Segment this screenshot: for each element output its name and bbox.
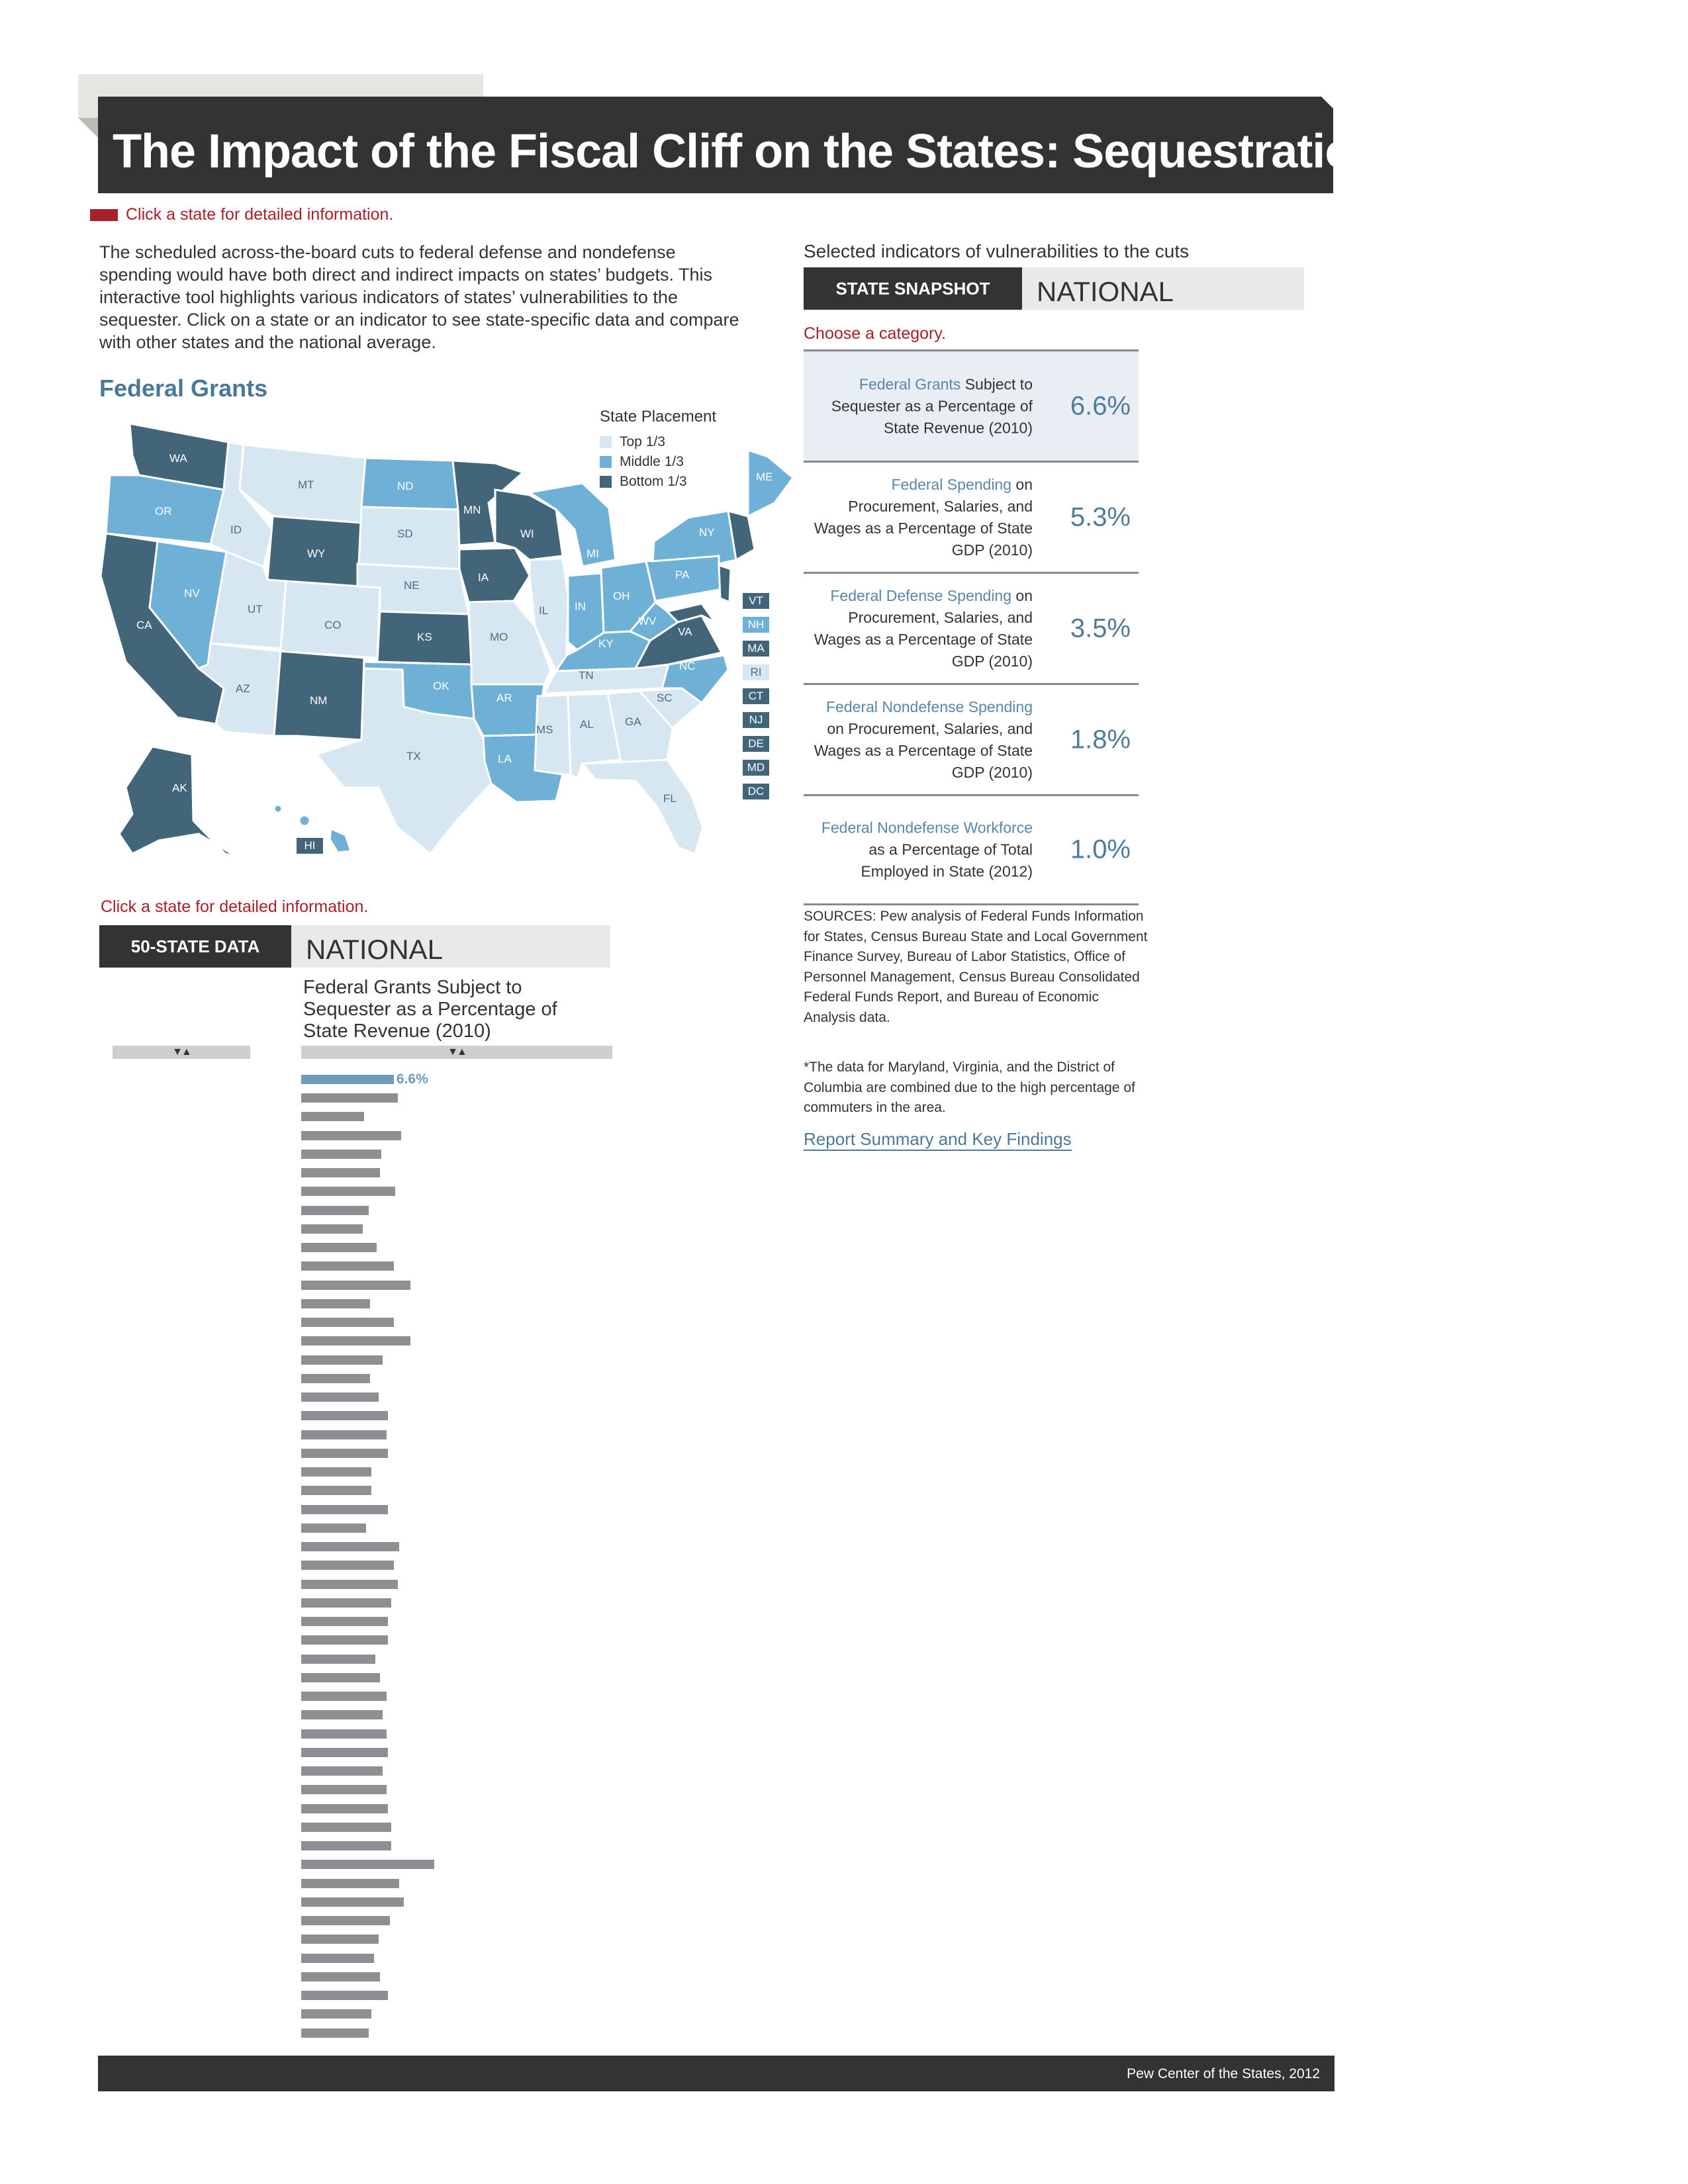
state-label: MS	[536, 723, 553, 736]
state-label: OR	[155, 505, 172, 518]
state-label: MT	[298, 478, 314, 491]
hint-text: Click a state for detailed information.	[101, 897, 369, 916]
state-hi-island[interactable]	[274, 805, 282, 813]
state-bar[interactable]	[301, 1617, 388, 1626]
snapshot-header	[804, 267, 1304, 310]
footnote-text: *The data for Maryland, Virginia, and the District of Columbia are combined due to the high percentage of commuters in the area.	[804, 1060, 1135, 1115]
state-hi-island[interactable]	[299, 815, 310, 826]
state-label: WY	[307, 547, 326, 560]
state-label: VA	[678, 625, 692, 638]
indicator-label: Federal Grants Subject to Sequester as a Percentage of State Revenue (2010)	[831, 375, 1033, 436]
indicator-federal-nondefense-workforce[interactable]	[804, 794, 1139, 905]
state-label: IA	[478, 571, 489, 584]
state-bar[interactable]	[301, 1692, 387, 1701]
state-bar[interactable]	[301, 1187, 395, 1196]
state-bar[interactable]	[301, 1841, 391, 1850]
state-label: AR	[496, 692, 512, 704]
fifty-state-subtitle: Federal Grants Subject to Sequester as a Percentage of State Revenue (2010)	[303, 977, 557, 1042]
state-bar[interactable]	[301, 1112, 364, 1121]
state-ak[interactable]	[119, 747, 252, 860]
sort-by-state-button[interactable]: ▼▲	[113, 1046, 250, 1059]
state-box-vt[interactable]: VT	[743, 593, 769, 609]
state-bar[interactable]	[301, 1561, 394, 1570]
state-bar[interactable]	[301, 1598, 391, 1608]
state-hi[interactable]	[330, 829, 351, 852]
state-bar[interactable]	[301, 1093, 398, 1103]
state-box-ma[interactable]: MA	[743, 641, 769, 657]
state-label: GA	[625, 715, 641, 728]
state-bar[interactable]	[301, 1168, 380, 1177]
state-bar[interactable]	[301, 1505, 388, 1514]
state-bar[interactable]	[301, 1355, 383, 1365]
page-title: The Impact of the Fiscal Cliff on the States: Sequestration	[113, 125, 1382, 178]
indicator-list	[804, 349, 1139, 905]
indicator-label: Federal Nondefense Spending on Procurement, Salaries, and Wages as a Percentage of State GDP (2010)	[814, 698, 1033, 781]
state-label: AL	[580, 718, 594, 731]
state-label: ID	[230, 523, 242, 536]
state-bar[interactable]	[301, 1411, 388, 1420]
fifty-state-scope	[291, 925, 610, 968]
indicator-value: 5.3%	[1070, 502, 1131, 531]
state-bar[interactable]	[301, 1261, 394, 1271]
national-average-value: 6.6%	[396, 1071, 428, 1087]
state-bar[interactable]	[301, 1748, 388, 1757]
title-bar-corner	[1321, 97, 1335, 110]
legend-title: State Placement	[600, 408, 717, 426]
state-bar[interactable]	[301, 1318, 394, 1327]
state-label: NY	[699, 526, 715, 539]
state-label: NM	[310, 694, 328, 707]
state-bar[interactable]	[301, 1916, 390, 1925]
state-box-hi[interactable]: HI	[297, 838, 323, 854]
scope-label: NATIONAL	[1037, 276, 1174, 307]
state-bar[interactable]	[301, 1150, 381, 1159]
hint-text: Click a state for detailed information.	[126, 205, 394, 224]
fifty-state-tab[interactable]: 50-STATE DATA	[99, 925, 291, 968]
kicker-fold	[78, 118, 99, 139]
state-label: MI	[586, 547, 599, 560]
state-bar[interactable]	[301, 1542, 399, 1551]
state-label: KS	[417, 631, 432, 643]
state-bar[interactable]	[301, 1673, 380, 1682]
state-label: KY	[598, 637, 614, 650]
legend-label: Bottom 1/3	[620, 474, 687, 489]
indicator-federal-defense-spending[interactable]	[804, 572, 1139, 683]
indicator-value: 6.6%	[1070, 391, 1131, 420]
state-label: WA	[169, 452, 187, 465]
snapshot-scope	[1022, 267, 1304, 310]
state-bar[interactable]	[301, 2028, 369, 2038]
state-label: NC	[679, 660, 696, 672]
indicator-value: 1.0%	[1070, 835, 1131, 864]
legend-label: Top 1/3	[620, 434, 665, 449]
state-md[interactable]	[667, 604, 715, 622]
state-label: LA	[498, 752, 512, 765]
state-label: UT	[248, 603, 263, 615]
map-title: Federal Grants	[99, 375, 268, 402]
fifty-state-header	[99, 925, 610, 968]
state-bar[interactable]	[301, 1710, 383, 1719]
state-box-ct[interactable]: CT	[743, 688, 769, 704]
state-bar[interactable]	[301, 1934, 379, 1944]
state-bar[interactable]	[301, 1860, 434, 1869]
indicator-label: Federal Defense Spending on Procurement, Salaries, and Wages as a Percentage of State GDP (2010)	[814, 586, 1033, 670]
footer-bar	[98, 2056, 1335, 2091]
indicator-label: Federal Spending on Procurement, Salaries, and Wages as a Percentage of State GDP (2010)	[814, 475, 1033, 559]
state-bar[interactable]	[301, 1991, 388, 2000]
title-bar	[98, 97, 1382, 193]
national-average-bar[interactable]	[301, 1075, 394, 1084]
state-label: ND	[397, 480, 414, 492]
indicator-value: 3.5%	[1070, 614, 1131, 643]
footer-credit: Pew Center of the States, 2012	[1127, 2066, 1320, 2081]
state-bar[interactable]	[301, 1374, 370, 1383]
state-me[interactable]	[748, 450, 793, 516]
state-bar[interactable]	[301, 1766, 383, 1776]
sort-by-value-button[interactable]: ▼▲	[301, 1046, 612, 1059]
hint-flag-icon	[90, 209, 118, 221]
state-label: SD	[397, 527, 413, 540]
state-label: ME	[756, 471, 773, 483]
state-label: OK	[433, 680, 449, 692]
state-bar[interactable]	[301, 1524, 366, 1533]
state-label: AK	[172, 782, 187, 794]
state-box-dc[interactable]: DC	[743, 784, 769, 799]
state-bar[interactable]	[301, 1729, 387, 1739]
state-bar[interactable]	[301, 1823, 391, 1832]
state-box-de[interactable]: DE	[743, 736, 769, 752]
state-bar[interactable]	[301, 1954, 374, 1963]
state-label: NV	[184, 587, 200, 600]
state-bar[interactable]	[301, 1206, 369, 1215]
state-bar[interactable]	[301, 1486, 371, 1495]
state-ny[interactable]	[653, 511, 736, 564]
indicator-label: Federal Nondefense Workforce as a Percentage of Total Employed in State (2012)	[821, 819, 1033, 880]
state-bar[interactable]	[301, 1449, 388, 1458]
state-bar[interactable]	[301, 1224, 363, 1234]
state-bar[interactable]	[301, 2009, 371, 2019]
state-bar[interactable]	[301, 1299, 370, 1308]
state-bar[interactable]	[301, 1897, 404, 1907]
state-label: FL	[663, 792, 677, 805]
state-label: MO	[490, 631, 508, 643]
indicator-federal-nondefense-spending[interactable]	[804, 683, 1139, 794]
state-bar[interactable]	[301, 1281, 410, 1290]
state-bar[interactable]	[301, 1243, 377, 1252]
state-bar[interactable]	[301, 1430, 387, 1439]
state-label: WV	[638, 615, 657, 627]
report-summary-link[interactable]: Report Summary and Key Findings	[804, 1129, 1072, 1151]
state-label: AZ	[236, 682, 250, 695]
indicator-value: 1.8%	[1070, 725, 1131, 754]
state-label: NE	[404, 579, 420, 592]
sources-text: SOURCES: Pew analysis of Federal Funds Information for States, Census Bureau State and Local Government Finance Survey, Bureau of Labor Statistics, Office of Personnel Management, Census Bureau Consolidated Federal Funds Report, and Bureau of Economic Analysis data.	[804, 909, 1148, 1025]
state-bar[interactable]	[301, 1785, 387, 1794]
state-bar[interactable]	[301, 1467, 371, 1477]
state-label: IL	[539, 604, 549, 617]
state-label: CA	[136, 619, 152, 631]
indicators-title: Selected indicators of vulnerabilities to the cuts	[804, 241, 1190, 261]
state-label: SC	[657, 692, 673, 704]
state-nj[interactable]	[719, 565, 731, 602]
indicator-federal-spending[interactable]	[804, 461, 1139, 572]
state-fl[interactable]	[583, 760, 703, 854]
state-bar[interactable]	[301, 1635, 388, 1645]
legend-label: Middle 1/3	[620, 454, 684, 469]
state-bar[interactable]	[301, 1655, 375, 1664]
state-label: TN	[579, 669, 594, 682]
state-bar[interactable]	[301, 1972, 380, 1981]
state-label: TX	[406, 750, 421, 762]
state-label: WI	[520, 527, 534, 540]
state-bar[interactable]	[301, 1131, 401, 1140]
choose-category-hint: Choose a category.	[804, 324, 946, 343]
state-label: CO	[324, 619, 342, 631]
state-label: MN	[463, 504, 481, 516]
state-ia[interactable]	[459, 548, 530, 602]
state-bar[interactable]	[301, 1336, 410, 1345]
state-box-md[interactable]: MD	[743, 760, 769, 776]
indicator-federal-grants[interactable]	[804, 349, 1139, 461]
state-bar[interactable]	[301, 1804, 388, 1813]
state-snapshot-tab[interactable]: STATE SNAPSHOT	[804, 267, 1022, 310]
state-box-nj[interactable]: NJ	[743, 712, 769, 728]
state-label: IN	[575, 600, 586, 613]
state-box-nh[interactable]: NH	[743, 617, 769, 633]
state-bar[interactable]	[301, 1580, 398, 1589]
state-bar[interactable]	[301, 1879, 399, 1888]
state-box-ri[interactable]: RI	[743, 664, 769, 680]
intro-paragraph: The scheduled across-the-board cuts to federal defense and nondefense spending would have both direct and indirect impacts on states’ budgets. This interactive tool highlights various indicators of states’ vulnerabilities to the sequester. Click on a state or an indicator to see state-specific data and compare with other states and the national average.	[99, 242, 739, 352]
scope-label: NATIONAL	[306, 934, 443, 965]
state-label: OH	[613, 590, 630, 602]
state-label: PA	[675, 569, 690, 581]
state-bar[interactable]	[301, 1392, 379, 1402]
